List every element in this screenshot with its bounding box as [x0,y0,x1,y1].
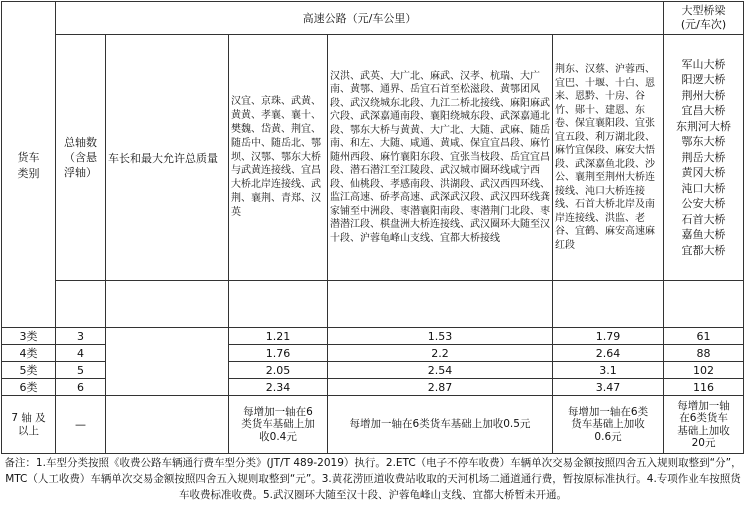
empty-cell [106,281,229,328]
route-group-1: 汉宜、京珠、武黄、黄黄、孝襄、襄十、樊魏、岱黄、荆宜、随岳中、随岳北、鄂坝、汉鄂、鄂东大桥与武黄连接线、宜昌大桥北岸连接线、武荆、襄荆、青郑、汉英 [229,35,328,281]
header-vehicle-class: 货车 类别 [2,2,56,328]
row-class: 3类 [2,328,56,345]
rate-group-3: 3.47 [553,379,664,396]
footnotes: 备注：1.车型分类按照《收费公路车辆通行费车型分类》(JT/T 489-2019）执行。2.ETC（电子不停车收费）车辆单次交易金额按照四舍五入规则取整到“分”，MTC（人工收费）车辆单次交易金额按照四舍五入规则取整到“元”。3.黄花涝匝道收费站收取的天河机场二通道通行费，暂按原标准执行。4.专项作业车按照货车收费标准收费。5.武汉圈环大随至汉十段、沪蓉龟峰山支线、宜都大桥暂未开通。 [4,457,742,501]
rate-group-1: 1.76 [229,345,328,362]
route-group-3: 荆东、汉蔡、沪蓉西、宜巴、十堰、十白、恩来、恩黔、十房、谷竹、郧十、建恩、东卷、保宜襄阳段、宜张宜五段、利万湖北段、麻竹宜保段、麻安大悟段、武深嘉鱼北段、沙公、襄荆至荆州大桥连接线、沌口大桥连接线、石首大桥北岸及南岸连接线、洪监、老谷、宜鹤、麻安高速麻红段 [553,35,664,281]
row-class: 6类 [2,379,56,396]
rate-group-2: 2.2 [328,345,553,362]
bridge-item: 公安大桥 [681,197,726,211]
bridge-item: 阳逻大桥 [681,73,726,87]
bridge-item: 黄冈大桥 [681,166,726,180]
empty-cell [664,281,744,328]
rate-group-3: 1.79 [553,328,664,345]
rate-group-3: 3.1 [553,362,664,379]
bridge-list [664,35,744,281]
route-group-2: 汉洪、武英、大广北、麻武、汉孝、杭瑞、大广南、黄鄂、通界、岳宜石首至松滋段、黄鄂团风段、武汉绕城东北段、九江二桥北接线、麻阳麻武穴段、武深嘉通南段、襄阳绕城东段、武深嘉通北段、鄂东大桥与黄黄、大广北、大随、武麻、随岳南、和左、大随、咸通、黄咸、保宜宜昌段、麻竹随州西段、麻竹襄阳东段、宜张当枝段、岳宜宜昌段、潜石潜江至江陵段、武汉城市圈环线咸宁西段、仙桃段、孝感南段、洪湖段、武汉西四环线、监江高速、硚孝高速、武深武汉段、武汉四环线龚家铺至中洲段、枣潜襄阳南段、枣潜荆门北段、枣潜潜江段、棋盘洲大桥连接线、武汉圈环大随至汉十段、沪蓉龟峰山支线、宜都大桥接线 [328,35,553,281]
empty-cell [553,281,664,328]
row-axles: 3 [56,328,106,345]
header-length-weight: 车长和最大允许总质量 [106,35,229,281]
row-class: 4类 [2,345,56,362]
length-weight-blank [106,328,229,396]
rate-group-3: 2.64 [553,345,664,362]
rate-group-1: 1.21 [229,328,328,345]
empty-cell [229,281,328,328]
rate-bridge: 102 [664,362,744,379]
row-axles: — [56,396,106,454]
bridge-item: 东荆河大桥 [676,119,732,133]
row-axles: 5 [56,362,106,379]
bridge-item: 石首大桥 [681,212,726,226]
rate-group-1: 每增加一轴在6 类货车基础上加 收0.4元 [229,396,328,454]
header-axle-count: 总轴数 （含悬 浮轴） [56,35,106,281]
rate-bridge: 88 [664,345,744,362]
rate-group-3: 每增加一轴在6类 货车基础上加收 0.6元 [553,396,664,454]
bridge-item: 宜都大桥 [681,243,726,257]
toll-table [1,1,744,454]
header-highway-title: 高速公路（元/车公里） [56,2,664,35]
rate-group-2: 2.54 [328,362,553,379]
bridge-item: 鄂东大桥 [681,135,726,149]
bridge-item: 沌口大桥 [681,181,726,195]
empty-cell [56,281,106,328]
bridge-item: 军山大桥 [681,57,726,71]
rate-group-1: 2.34 [229,379,328,396]
row-class: 5类 [2,362,56,379]
table-row [2,396,744,454]
rate-group-2: 2.87 [328,379,553,396]
bridge-item: 荆岳大桥 [681,150,726,164]
bridge-item: 荆州大桥 [681,88,726,102]
header-bridge-title: 大型桥梁 (元/车次) [664,2,744,35]
table-row [2,328,744,345]
rate-bridge: 61 [664,328,744,345]
row-class: 7 轴 及 以上 [2,396,56,454]
rate-group-2: 每增加一轴在6类货车基础上加收0.5元 [328,396,553,454]
rate-group-2: 1.53 [328,328,553,345]
bridge-item: 宜昌大桥 [681,104,726,118]
bridge-item: 嘉鱼大桥 [681,228,726,242]
empty-cell [328,281,553,328]
row-axles: 4 [56,345,106,362]
row-axles: 6 [56,379,106,396]
rate-group-1: 2.05 [229,362,328,379]
rate-bridge: 每增加一轴 在6类货车 基础上加收 20元 [664,396,744,454]
rate-bridge: 116 [664,379,744,396]
length-weight-blank [106,396,229,454]
